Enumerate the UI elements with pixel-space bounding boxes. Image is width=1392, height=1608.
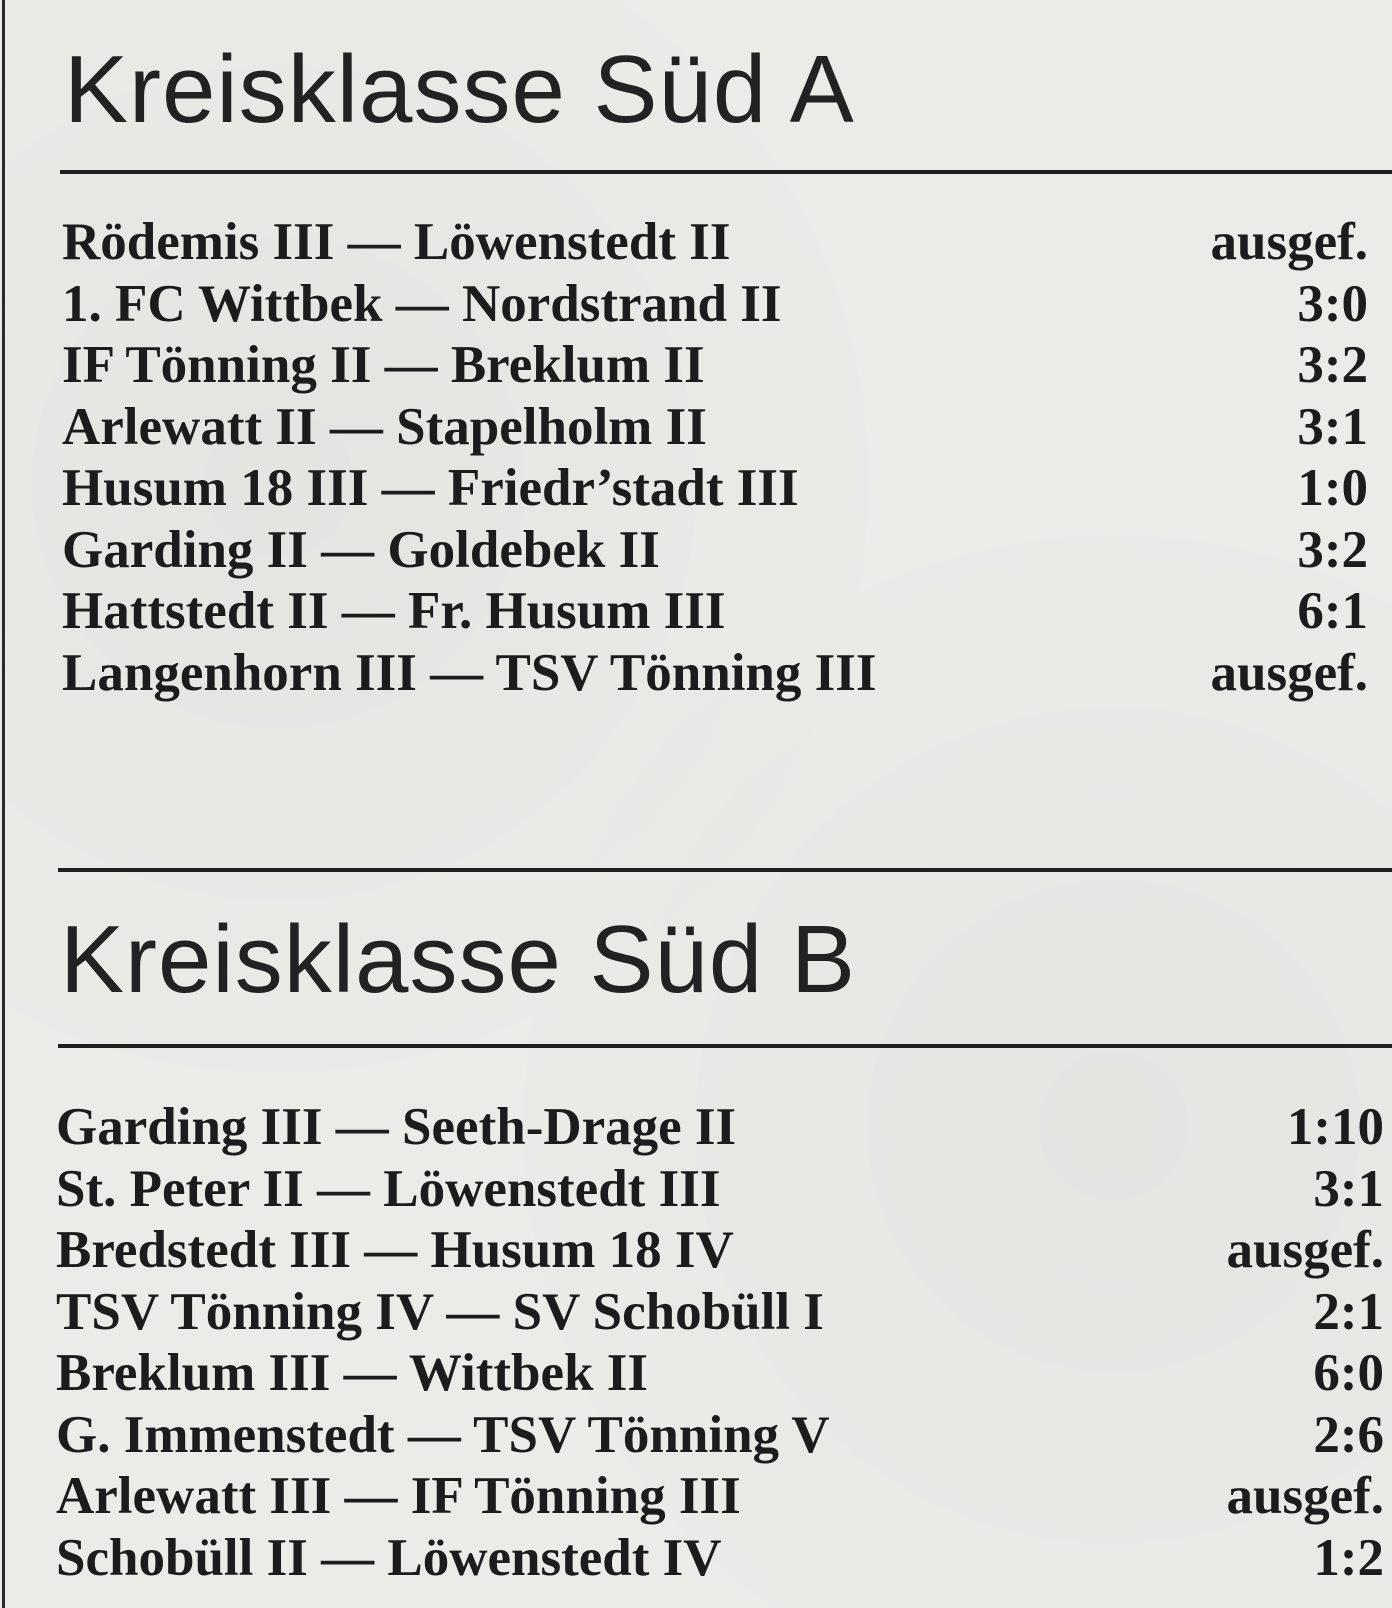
match-score: ausgef. — [1226, 1221, 1384, 1279]
result-row — [56, 1528, 1384, 1590]
result-row — [56, 1466, 1384, 1528]
match-pairing: Arlewatt II — Stapelholm II — [62, 397, 707, 456]
match-pairing: Rödemis III — Löwenstedt II — [62, 213, 731, 271]
match-pairing: Bredstedt III — Husum 18 IV — [56, 1221, 734, 1279]
match-pairing: TSV Tönning IV — SV Schobüll I — [56, 1282, 824, 1341]
match-pairing: G. Immenstedt — TSV Tönning V — [56, 1405, 830, 1464]
match-pairing: 1. FC Wittbek — Nordstrand II — [62, 274, 782, 333]
result-row — [56, 1343, 1384, 1405]
match-pairing: IF Tönning II — Breklum II — [62, 336, 705, 394]
match-score: ausgef. — [1210, 643, 1368, 702]
result-row — [62, 274, 1368, 336]
result-row — [62, 520, 1368, 582]
match-pairing: Garding II — Goldebek II — [62, 520, 660, 579]
result-row — [62, 335, 1368, 397]
results-list — [56, 1097, 1384, 1589]
match-score: 1:0 — [1297, 459, 1368, 517]
match-score: ausgef. — [1226, 1467, 1384, 1525]
result-row — [62, 212, 1368, 274]
match-pairing: Husum 18 III — Friedr’stadt III — [62, 459, 799, 517]
match-pairing: Garding III — Seeth-Drage II — [56, 1098, 737, 1156]
result-row — [62, 581, 1368, 643]
match-score: 3:1 — [1313, 1159, 1384, 1218]
match-pairing: Langenhorn III — TSV Tönning III — [62, 643, 877, 702]
result-row — [62, 397, 1368, 459]
match-pairing: Arlewatt III — IF Tönning III — [56, 1467, 741, 1525]
left-border-rule — [2, 0, 5, 1608]
title-underline — [58, 1044, 1392, 1048]
match-score: 1:10 — [1286, 1098, 1384, 1156]
match-score: 1:2 — [1313, 1528, 1384, 1587]
match-pairing: Hattstedt II — Fr. Husum III — [62, 582, 726, 640]
result-row — [56, 1282, 1384, 1344]
result-row — [56, 1405, 1384, 1467]
section-divider-rule — [58, 868, 1392, 872]
results-list — [62, 212, 1368, 704]
result-row — [62, 458, 1368, 520]
match-score: 2:6 — [1313, 1405, 1384, 1464]
match-score: 3:0 — [1297, 274, 1368, 333]
result-row — [62, 643, 1368, 705]
match-pairing: Schobüll II — Löwenstedt IV — [56, 1528, 722, 1587]
match-score: 6:0 — [1313, 1344, 1384, 1402]
match-pairing: Breklum III — Wittbek II — [56, 1344, 648, 1402]
match-pairing: St. Peter II — Löwenstedt III — [56, 1159, 721, 1218]
section-title: Kreisklasse Süd B — [60, 906, 857, 1013]
section-title: Kreisklasse Süd A — [64, 36, 855, 143]
match-score: ausgef. — [1210, 213, 1368, 271]
result-row — [56, 1159, 1384, 1221]
match-score: 3:1 — [1297, 397, 1368, 456]
match-score: 6:1 — [1297, 582, 1368, 640]
result-row — [56, 1097, 1384, 1159]
match-score: 3:2 — [1297, 520, 1368, 579]
result-row — [56, 1220, 1384, 1282]
title-underline — [60, 170, 1392, 174]
match-score: 3:2 — [1297, 336, 1368, 394]
match-score: 2:1 — [1313, 1282, 1384, 1341]
